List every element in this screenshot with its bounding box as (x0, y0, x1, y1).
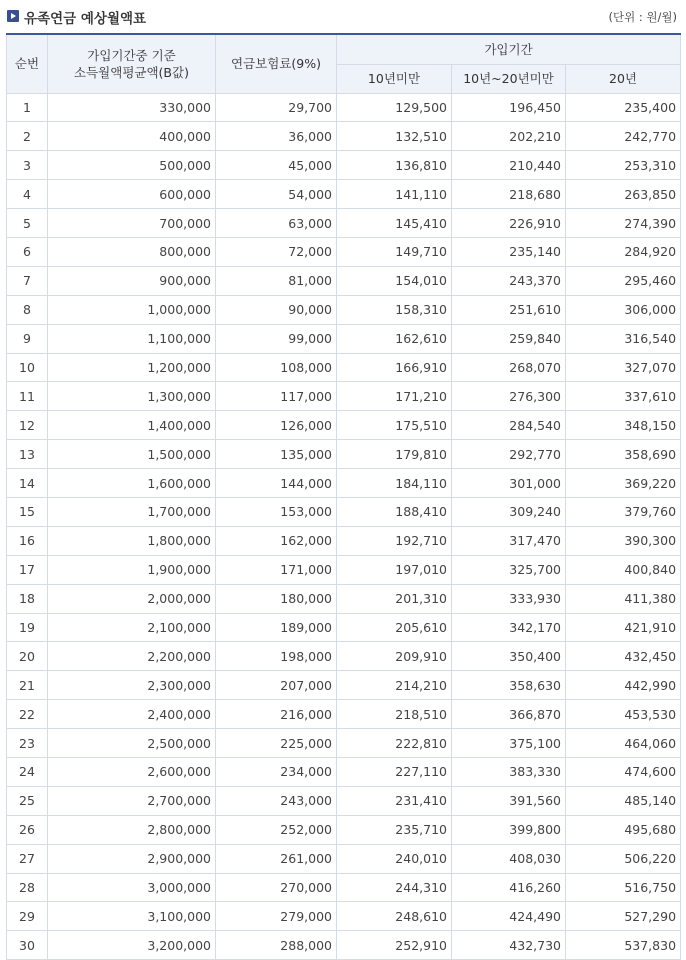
cell-no: 29 (7, 902, 48, 931)
cell-10to20: 383,330 (452, 757, 566, 786)
cell-income: 2,500,000 (48, 729, 216, 758)
table-row (7, 440, 681, 469)
cell-no: 16 (7, 526, 48, 555)
cell-under10: 244,310 (337, 873, 452, 902)
cell-no: 12 (7, 411, 48, 440)
header-20: 20년 (566, 64, 681, 93)
cell-premium: 108,000 (216, 353, 337, 382)
cell-10to20: 226,910 (452, 209, 566, 238)
cell-income: 2,700,000 (48, 786, 216, 815)
table-row (7, 873, 681, 902)
table-row (7, 729, 681, 758)
cell-20: 485,140 (566, 786, 681, 815)
cell-20: 263,850 (566, 180, 681, 209)
header-no: 순번 (7, 34, 48, 93)
cell-no: 23 (7, 729, 48, 758)
cell-10to20: 235,140 (452, 237, 566, 266)
cell-premium: 81,000 (216, 266, 337, 295)
cell-income: 1,000,000 (48, 295, 216, 324)
cell-10to20: 333,930 (452, 584, 566, 613)
header-premium: 연금보험료(9%) (216, 34, 337, 93)
cell-20: 411,380 (566, 584, 681, 613)
cell-under10: 149,710 (337, 237, 452, 266)
cell-no: 5 (7, 209, 48, 238)
cell-income: 2,200,000 (48, 642, 216, 671)
cell-income: 1,900,000 (48, 555, 216, 584)
cell-10to20: 325,700 (452, 555, 566, 584)
cell-no: 4 (7, 180, 48, 209)
cell-income: 500,000 (48, 151, 216, 180)
cell-no: 2 (7, 122, 48, 151)
cell-no: 26 (7, 815, 48, 844)
table-row (7, 671, 681, 700)
cell-income: 1,800,000 (48, 526, 216, 555)
table-row (7, 151, 681, 180)
cell-20: 537,830 (566, 931, 681, 960)
cell-no: 15 (7, 497, 48, 526)
cell-20: 253,310 (566, 151, 681, 180)
cell-premium: 45,000 (216, 151, 337, 180)
cell-20: 369,220 (566, 469, 681, 498)
cell-under10: 235,710 (337, 815, 452, 844)
cell-10to20: 284,540 (452, 411, 566, 440)
cell-20: 295,460 (566, 266, 681, 295)
cell-under10: 132,510 (337, 122, 452, 151)
cell-20: 432,450 (566, 642, 681, 671)
cell-no: 19 (7, 613, 48, 642)
cell-under10: 171,210 (337, 382, 452, 411)
cell-premium: 72,000 (216, 237, 337, 266)
table-row (7, 237, 681, 266)
cell-income: 3,000,000 (48, 873, 216, 902)
cell-10to20: 366,870 (452, 700, 566, 729)
cell-premium: 189,000 (216, 613, 337, 642)
cell-20: 390,300 (566, 526, 681, 555)
cell-10to20: 259,840 (452, 324, 566, 353)
cell-no: 18 (7, 584, 48, 613)
table-body (7, 93, 681, 960)
title-bar (0, 0, 686, 33)
cell-under10: 227,110 (337, 757, 452, 786)
cell-no: 6 (7, 237, 48, 266)
cell-premium: 36,000 (216, 122, 337, 151)
table-row (7, 353, 681, 382)
cell-under10: 166,910 (337, 353, 452, 382)
cell-10to20: 408,030 (452, 844, 566, 873)
cell-20: 284,920 (566, 237, 681, 266)
cell-income: 330,000 (48, 93, 216, 122)
cell-income: 1,200,000 (48, 353, 216, 382)
cell-20: 242,770 (566, 122, 681, 151)
cell-no: 10 (7, 353, 48, 382)
cell-under10: 141,110 (337, 180, 452, 209)
cell-premium: 216,000 (216, 700, 337, 729)
pension-table (6, 33, 681, 960)
header-period: 가입기간 (337, 34, 681, 64)
table-row (7, 642, 681, 671)
cell-no: 3 (7, 151, 48, 180)
cell-under10: 209,910 (337, 642, 452, 671)
cell-under10: 240,010 (337, 844, 452, 873)
cell-10to20: 350,400 (452, 642, 566, 671)
cell-under10: 179,810 (337, 440, 452, 469)
cell-under10: 175,510 (337, 411, 452, 440)
cell-no: 25 (7, 786, 48, 815)
cell-20: 495,680 (566, 815, 681, 844)
cell-premium: 270,000 (216, 873, 337, 902)
cell-10to20: 375,100 (452, 729, 566, 758)
cell-under10: 231,410 (337, 786, 452, 815)
cell-income: 400,000 (48, 122, 216, 151)
cell-under10: 252,910 (337, 931, 452, 960)
table-row (7, 93, 681, 122)
cell-premium: 252,000 (216, 815, 337, 844)
table-header (7, 34, 681, 93)
cell-10to20: 416,260 (452, 873, 566, 902)
cell-income: 900,000 (48, 266, 216, 295)
table-row (7, 902, 681, 931)
table-row (7, 931, 681, 960)
cell-premium: 54,000 (216, 180, 337, 209)
cell-10to20: 196,450 (452, 93, 566, 122)
table-row (7, 469, 681, 498)
cell-premium: 135,000 (216, 440, 337, 469)
cell-under10: 192,710 (337, 526, 452, 555)
cell-10to20: 391,560 (452, 786, 566, 815)
cell-under10: 129,500 (337, 93, 452, 122)
cell-10to20: 424,490 (452, 902, 566, 931)
cell-10to20: 292,770 (452, 440, 566, 469)
table-row (7, 497, 681, 526)
cell-20: 358,690 (566, 440, 681, 469)
table-row (7, 757, 681, 786)
cell-10to20: 218,680 (452, 180, 566, 209)
cell-under10: 248,610 (337, 902, 452, 931)
cell-income: 2,600,000 (48, 757, 216, 786)
cell-20: 474,600 (566, 757, 681, 786)
cell-under10: 145,410 (337, 209, 452, 238)
cell-10to20: 268,070 (452, 353, 566, 382)
cell-20: 348,150 (566, 411, 681, 440)
page-title: 유족연금 예상월액표 (24, 11, 147, 27)
cell-premium: 171,000 (216, 555, 337, 584)
cell-premium: 261,000 (216, 844, 337, 873)
cell-20: 506,220 (566, 844, 681, 873)
cell-under10: 218,510 (337, 700, 452, 729)
cell-income: 1,500,000 (48, 440, 216, 469)
table-row (7, 844, 681, 873)
cell-no: 11 (7, 382, 48, 411)
cell-income: 600,000 (48, 180, 216, 209)
cell-under10: 158,310 (337, 295, 452, 324)
cell-no: 30 (7, 931, 48, 960)
table-row (7, 584, 681, 613)
cell-no: 17 (7, 555, 48, 584)
cell-no: 13 (7, 440, 48, 469)
cell-income: 1,400,000 (48, 411, 216, 440)
cell-20: 274,390 (566, 209, 681, 238)
cell-premium: 126,000 (216, 411, 337, 440)
cell-income: 2,900,000 (48, 844, 216, 873)
cell-premium: 90,000 (216, 295, 337, 324)
cell-no: 28 (7, 873, 48, 902)
cell-premium: 243,000 (216, 786, 337, 815)
cell-no: 8 (7, 295, 48, 324)
header-under10: 10년미만 (337, 64, 452, 93)
cell-under10: 162,610 (337, 324, 452, 353)
cell-income: 1,700,000 (48, 497, 216, 526)
cell-income: 800,000 (48, 237, 216, 266)
cell-income: 2,800,000 (48, 815, 216, 844)
cell-income: 2,300,000 (48, 671, 216, 700)
cell-income: 3,200,000 (48, 931, 216, 960)
cell-premium: 99,000 (216, 324, 337, 353)
table-row (7, 324, 681, 353)
cell-no: 22 (7, 700, 48, 729)
table-row (7, 266, 681, 295)
cell-no: 24 (7, 757, 48, 786)
cell-premium: 162,000 (216, 526, 337, 555)
table-row (7, 295, 681, 324)
cell-10to20: 301,000 (452, 469, 566, 498)
cell-income: 1,600,000 (48, 469, 216, 498)
cell-10to20: 243,370 (452, 266, 566, 295)
cell-income: 2,400,000 (48, 700, 216, 729)
cell-under10: 214,210 (337, 671, 452, 700)
cell-20: 421,910 (566, 613, 681, 642)
cell-no: 20 (7, 642, 48, 671)
table-row (7, 526, 681, 555)
header-income-line1: 가입기간중 기준 (87, 47, 176, 63)
table-row (7, 180, 681, 209)
cell-premium: 198,000 (216, 642, 337, 671)
header-income-line2: 소득월액평균액(B값) (74, 64, 189, 80)
cell-20: 327,070 (566, 353, 681, 382)
cell-income: 2,000,000 (48, 584, 216, 613)
cell-20: 400,840 (566, 555, 681, 584)
cell-10to20: 399,800 (452, 815, 566, 844)
header-income (48, 34, 216, 93)
table-row (7, 700, 681, 729)
cell-10to20: 309,240 (452, 497, 566, 526)
cell-10to20: 202,210 (452, 122, 566, 151)
cell-under10: 201,310 (337, 584, 452, 613)
cell-no: 1 (7, 93, 48, 122)
cell-premium: 180,000 (216, 584, 337, 613)
cell-10to20: 317,470 (452, 526, 566, 555)
table-row (7, 815, 681, 844)
cell-premium: 117,000 (216, 382, 337, 411)
arrow-right-icon (7, 10, 19, 22)
cell-under10: 184,110 (337, 469, 452, 498)
cell-no: 7 (7, 266, 48, 295)
cell-under10: 154,010 (337, 266, 452, 295)
cell-10to20: 210,440 (452, 151, 566, 180)
cell-under10: 222,810 (337, 729, 452, 758)
cell-premium: 29,700 (216, 93, 337, 122)
cell-premium: 225,000 (216, 729, 337, 758)
cell-no: 14 (7, 469, 48, 498)
cell-20: 337,610 (566, 382, 681, 411)
cell-20: 527,290 (566, 902, 681, 931)
cell-20: 316,540 (566, 324, 681, 353)
cell-10to20: 432,730 (452, 931, 566, 960)
cell-no: 21 (7, 671, 48, 700)
table-row (7, 122, 681, 151)
cell-premium: 234,000 (216, 757, 337, 786)
cell-20: 453,530 (566, 700, 681, 729)
cell-premium: 279,000 (216, 902, 337, 931)
cell-20: 235,400 (566, 93, 681, 122)
cell-premium: 153,000 (216, 497, 337, 526)
cell-income: 1,300,000 (48, 382, 216, 411)
table-row (7, 209, 681, 238)
cell-20: 464,060 (566, 729, 681, 758)
cell-income: 700,000 (48, 209, 216, 238)
cell-10to20: 358,630 (452, 671, 566, 700)
cell-income: 3,100,000 (48, 902, 216, 931)
cell-income: 2,100,000 (48, 613, 216, 642)
cell-income: 1,100,000 (48, 324, 216, 353)
cell-premium: 63,000 (216, 209, 337, 238)
cell-premium: 207,000 (216, 671, 337, 700)
unit-label: (단위 : 원/월) (608, 10, 677, 24)
cell-20: 442,990 (566, 671, 681, 700)
cell-premium: 288,000 (216, 931, 337, 960)
table-row (7, 613, 681, 642)
table-row (7, 411, 681, 440)
table-row (7, 786, 681, 815)
table-row (7, 382, 681, 411)
cell-under10: 197,010 (337, 555, 452, 584)
cell-no: 9 (7, 324, 48, 353)
cell-20: 306,000 (566, 295, 681, 324)
cell-20: 516,750 (566, 873, 681, 902)
table-row (7, 555, 681, 584)
cell-10to20: 342,170 (452, 613, 566, 642)
cell-no: 27 (7, 844, 48, 873)
header-10to20: 10년~20년미만 (452, 64, 566, 93)
cell-20: 379,760 (566, 497, 681, 526)
cell-premium: 144,000 (216, 469, 337, 498)
cell-under10: 205,610 (337, 613, 452, 642)
cell-under10: 136,810 (337, 151, 452, 180)
cell-10to20: 276,300 (452, 382, 566, 411)
cell-under10: 188,410 (337, 497, 452, 526)
cell-10to20: 251,610 (452, 295, 566, 324)
